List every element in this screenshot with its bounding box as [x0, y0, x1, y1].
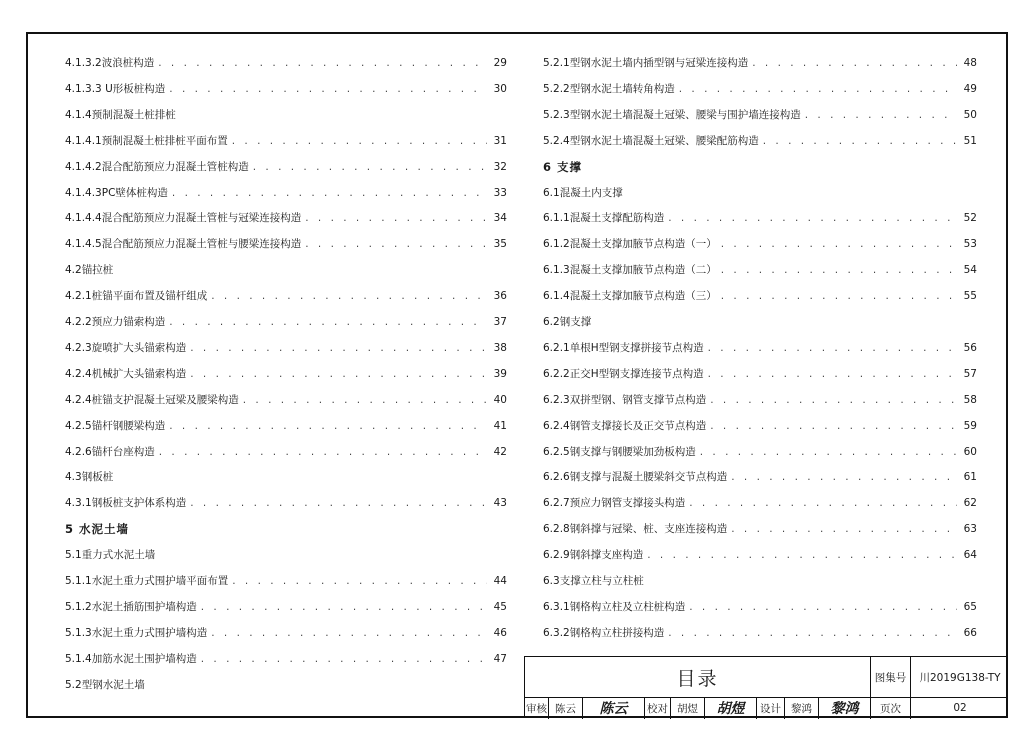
atlas-number-label: 图集号 — [871, 657, 911, 697]
leader-dots — [190, 341, 487, 355]
toc-entry — [65, 315, 507, 329]
reviewer-signature: 陈云 — [583, 697, 645, 719]
leader-dots — [190, 496, 487, 510]
leader-dots — [752, 56, 957, 70]
toc-entry-title: 5.2.3型钢水泥土墙混凝土冠梁、腰梁与围护墙连接构造 — [543, 108, 801, 121]
toc-entry — [65, 186, 507, 200]
toc-entry — [543, 237, 977, 251]
leader-dots — [232, 134, 487, 148]
toc-entry — [543, 341, 977, 355]
toc-entry-page: 40 — [493, 393, 507, 406]
toc-entry-title: 5.1.4加筋水泥土围护墙构造 — [65, 652, 197, 665]
leader-dots — [172, 186, 487, 200]
leader-dots — [169, 315, 487, 329]
toc-entry-page: 55 — [963, 290, 977, 303]
leader-dots — [201, 600, 487, 614]
toc-entry — [543, 211, 977, 225]
toc-entry-page: 57 — [963, 367, 977, 380]
toc-entry — [65, 419, 507, 433]
toc-entry-title: 6.2.3双拼型钢、钢管支撑节点构造 — [543, 393, 707, 406]
toc-entry-page: 53 — [963, 238, 977, 251]
leader-dots — [763, 134, 957, 148]
toc-entry — [65, 134, 507, 148]
toc-entry-page: 49 — [963, 82, 977, 95]
toc-entry-page: 39 — [493, 367, 507, 380]
toc-entry-title: 4.3.1钢板桩支护体系构造 — [65, 497, 187, 510]
designer-label: 设计 — [757, 697, 785, 719]
designer-name: 黎鸿 — [785, 697, 819, 719]
toc-entry-page: 41 — [493, 419, 507, 432]
toc-entry — [543, 82, 977, 96]
leader-dots — [731, 522, 957, 536]
toc-entry-page: 38 — [493, 341, 507, 354]
toc-entry-title: 4.1.4.1预制混凝土桩排桩平面布置 — [65, 134, 228, 147]
toc-entry — [65, 237, 507, 251]
toc-entry-page: 54 — [963, 264, 977, 277]
toc-entry-title: 4.2.3旋喷扩大头锚索构造 — [65, 341, 187, 354]
toc-entry-title: 6.2.9钢斜撑支座构造 — [543, 549, 644, 562]
toc-entry — [543, 367, 977, 381]
toc-entry — [65, 600, 507, 614]
toc-entry-title: 5.1.3水泥土重力式围护墙构造 — [65, 626, 208, 639]
toc-entry-title: 6.3.2钢格构立柱拼接构造 — [543, 626, 665, 639]
toc-entry — [543, 548, 977, 562]
toc-entry — [65, 341, 507, 355]
toc-entry — [65, 445, 507, 459]
toc-entry — [65, 56, 507, 70]
toc-entry-page: 43 — [493, 497, 507, 510]
leader-dots — [805, 108, 957, 122]
toc-entry-title: 5.1.2水泥土插筋围护墙构造 — [65, 600, 197, 613]
toc-entry — [543, 445, 977, 459]
toc-entry-page: 30 — [493, 82, 507, 95]
toc-section-heading: 6.2钢支撑 — [543, 316, 592, 328]
toc-entry-page: 59 — [963, 419, 977, 432]
atlas-number: 川2019G138-TY — [919, 671, 1001, 684]
leader-dots — [243, 393, 487, 407]
toc-entry-page: 65 — [963, 600, 977, 613]
toc-entry — [543, 600, 977, 614]
toc-entry-page: 29 — [493, 57, 507, 69]
title-block-row-bottom — [525, 697, 1008, 719]
leader-dots — [689, 600, 957, 614]
toc-entry-page: 58 — [963, 393, 977, 406]
leader-dots — [710, 393, 957, 407]
checker-name: 胡煜 — [671, 697, 705, 719]
toc-entry-title: 4.2.6锚杆台座构造 — [65, 445, 155, 458]
leader-dots — [721, 263, 957, 277]
toc-entry-page: 32 — [493, 160, 507, 173]
toc-entry-page: 60 — [963, 445, 977, 458]
toc-entry — [543, 134, 977, 148]
reviewer-label: 审核 — [525, 697, 549, 719]
toc-entry-title: 6.2.8钢斜撑与冠梁、桩、支座连接构造 — [543, 523, 728, 536]
title-block-row-top — [525, 657, 1008, 698]
toc-entry — [65, 626, 507, 640]
leader-dots — [305, 211, 487, 225]
page-number-label: 页次 — [871, 697, 911, 719]
toc-entry — [65, 160, 507, 174]
drawing-title: 目录 — [525, 657, 871, 697]
toc-entry-title: 6.2.4钢管支撑接长及正交节点构造 — [543, 419, 707, 432]
toc-entry-page: 46 — [493, 626, 507, 639]
toc-entry-page: 34 — [493, 212, 507, 225]
leader-dots — [211, 289, 487, 303]
leader-dots — [668, 626, 957, 640]
toc-entry — [65, 496, 507, 510]
toc-chapter-heading: 5 水泥土墙 — [65, 522, 130, 537]
toc-entry-title: 6.2.6钢支撑与混凝土腰梁斜交节点构造 — [543, 471, 728, 484]
leader-dots — [169, 82, 487, 96]
leader-dots — [190, 367, 487, 381]
leader-dots — [679, 82, 957, 96]
toc-entry-title: 4.1.4.3PC壁体桩构造 — [65, 186, 168, 199]
toc-entry-title: 4.1.3.2波浪桩构造 — [65, 57, 155, 69]
toc-section-heading: 6.1混凝土内支撑 — [543, 186, 623, 199]
toc-entry-title: 6.1.2混凝土支撑加腋节点构造（一） — [543, 238, 717, 251]
toc-entry-page: 37 — [493, 316, 507, 328]
toc-entry-title: 4.2.4桩锚支护混凝土冠梁及腰梁构造 — [65, 393, 239, 406]
toc-entry-page: 44 — [493, 575, 507, 587]
toc-section-heading: 4.1.4预制混凝土桩排桩 — [65, 108, 176, 121]
toc-entry-page: 42 — [493, 445, 507, 458]
leader-dots — [708, 367, 957, 381]
leader-dots — [305, 237, 487, 251]
toc-entry-title: 5.2.1型钢水泥土墙内插型钢与冠梁连接构造 — [543, 57, 749, 69]
toc-entry-page: 36 — [493, 290, 507, 303]
reviewer-name: 陈云 — [549, 697, 583, 719]
leader-dots — [689, 496, 957, 510]
toc-entry — [543, 626, 977, 640]
toc-entry-title: 6.1.3混凝土支撑加腋节点构造（二） — [543, 264, 717, 277]
toc-entry-page: 45 — [493, 600, 507, 613]
toc-entry-page: 62 — [963, 497, 977, 510]
toc-entry — [65, 367, 507, 381]
leader-dots — [232, 574, 487, 588]
toc-entry-page: 47 — [493, 652, 507, 665]
toc-entry — [65, 82, 507, 96]
toc-entry-title: 4.1.4.2混合配筋预应力混凝土管桩构造 — [65, 160, 249, 173]
toc-entry — [543, 263, 977, 277]
toc-entry — [65, 289, 507, 303]
toc-chapter-heading: 6 支撑 — [543, 159, 583, 174]
leader-dots — [201, 652, 487, 666]
toc-entry-page: 35 — [493, 238, 507, 251]
leader-dots — [668, 211, 957, 225]
toc-entry-title: 5.2.2型钢水泥土墙转角构造 — [543, 82, 675, 95]
leader-dots — [700, 445, 957, 459]
toc-entry-title: 4.1.3.3 U形板桩构造 — [65, 82, 166, 95]
title-block — [524, 656, 1008, 718]
toc-entry-title: 6.2.2正交H型钢支撑连接节点构造 — [543, 367, 704, 380]
toc-entry-title: 6.2.1单根H型钢支撑拼接节点构造 — [543, 341, 704, 354]
checker-signature: 胡煜 — [705, 697, 757, 719]
toc-entry-title: 6.1.4混凝土支撑加腋节点构造（三） — [543, 290, 717, 303]
toc-entry-title: 6.2.5钢支撑与钢腰梁加劲板构造 — [543, 445, 696, 458]
toc-entry-title: 4.1.4.4混合配筋预应力混凝土管桩与冠梁连接构造 — [65, 212, 302, 225]
toc-entry — [543, 496, 977, 510]
leader-dots — [731, 470, 957, 484]
toc-entry — [543, 419, 977, 433]
toc-entry — [543, 393, 977, 407]
toc-entry-page: 64 — [963, 549, 977, 562]
leader-dots — [159, 445, 487, 459]
toc-section-heading: 5.2型钢水泥土墙 — [65, 678, 145, 691]
toc-entry-title: 5.1.1水泥土重力式围护墙平面布置 — [65, 575, 229, 587]
toc-entry-title: 6.1.1混凝土支撑配筋构造 — [543, 212, 665, 225]
leader-dots — [721, 237, 957, 251]
leader-dots — [253, 160, 487, 174]
toc-entry — [65, 574, 507, 588]
toc-section-heading: 5.1重力式水泥土墙 — [65, 549, 156, 562]
leader-dots — [710, 419, 957, 433]
toc-entry-page: 48 — [963, 57, 977, 69]
toc-entry-title: 4.2.5锚杆钢腰梁构造 — [65, 419, 166, 432]
leader-dots — [169, 419, 487, 433]
toc-entry-page: 63 — [963, 523, 977, 536]
page-number: 02 — [953, 702, 967, 714]
toc-entry-page: 56 — [963, 341, 977, 354]
toc-entry — [543, 289, 977, 303]
toc-entry-title: 4.2.4机械扩大头锚索构造 — [65, 367, 187, 380]
checker-label: 校对 — [645, 697, 671, 719]
toc-entry — [543, 522, 977, 536]
toc-entry-title: 4.1.4.5混合配筋预应力混凝土管桩与腰梁连接构造 — [65, 238, 302, 251]
toc-entry-page: 31 — [493, 134, 507, 147]
toc-entry-page: 33 — [493, 186, 507, 199]
toc-entry — [543, 108, 977, 122]
designer-signature: 黎鸿 — [819, 697, 871, 719]
toc-entry-page: 66 — [963, 626, 977, 639]
toc-entry-title: 6.2.7预应力钢管支撑接头构造 — [543, 497, 686, 510]
toc-entry-title: 5.2.4型钢水泥土墙混凝土冠梁、腰梁配筋构造 — [543, 134, 759, 147]
toc-entry-title: 6.3.1钢格构立柱及立柱桩构造 — [543, 600, 686, 613]
toc-entry — [65, 393, 507, 407]
toc-entry — [543, 56, 977, 70]
toc-entry-page: 51 — [963, 134, 977, 147]
leader-dots — [708, 341, 957, 355]
toc-entry-page: 50 — [963, 108, 977, 121]
leader-dots — [211, 626, 487, 640]
leader-dots — [647, 548, 957, 562]
leader-dots — [721, 289, 957, 303]
toc-entry-title: 4.2.2预应力锚索构造 — [65, 316, 166, 328]
toc-section-heading: 6.3支撑立柱与立柱桩 — [543, 575, 644, 587]
toc-entry-title: 4.2.1桩锚平面布置及锚杆组成 — [65, 290, 208, 303]
toc-entry — [65, 211, 507, 225]
toc-entry — [65, 652, 507, 666]
toc-entry — [543, 470, 977, 484]
toc-section-heading: 4.3钢板桩 — [65, 471, 114, 484]
toc-section-heading: 4.2锚拉桩 — [65, 264, 114, 277]
toc-entry-page: 61 — [963, 471, 977, 484]
leader-dots — [158, 56, 487, 70]
toc-entry-page: 52 — [963, 212, 977, 225]
